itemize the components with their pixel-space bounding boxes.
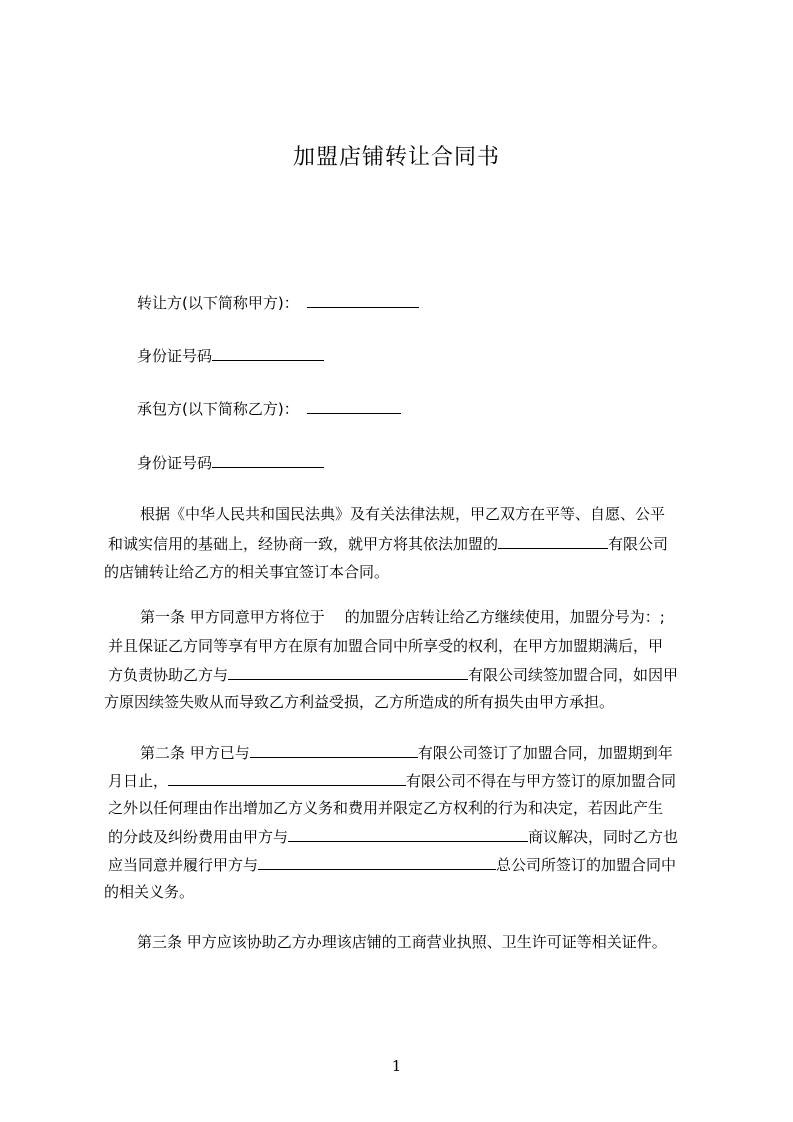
article3-line-1: 第三条 甲方应该协助乙方办理该店铺的工商营业执照、卫生许可证等相关证件。 bbox=[137, 933, 667, 951]
article2-line-4-text: 的分歧及纠纷费用由甲方与 bbox=[108, 828, 289, 846]
article2-line-4-clip bbox=[0, 826, 700, 848]
party-b-label: 承包方(以下简称乙方)： bbox=[137, 400, 299, 418]
party-b-id-row bbox=[137, 452, 324, 473]
party-a-row bbox=[137, 292, 419, 313]
party-a-id-label: 身份证号码 bbox=[137, 347, 213, 365]
article2-line-1 bbox=[140, 742, 673, 763]
article1-line-1 bbox=[140, 607, 665, 627]
article1-line-3 bbox=[108, 664, 678, 685]
franchisor-company-blank[interactable] bbox=[168, 770, 406, 786]
head-office-blank[interactable] bbox=[258, 854, 496, 870]
article1-line-2-clip bbox=[0, 636, 700, 658]
document-title: 加盟店铺转让合同书 bbox=[292, 145, 500, 170]
party-a-blank[interactable] bbox=[307, 292, 419, 308]
renewal-company-blank[interactable] bbox=[228, 664, 468, 680]
intro-line-3: 的店铺转让给乙方的相关事宜签订本合同。 bbox=[104, 563, 390, 581]
article2-line-1-clip bbox=[0, 742, 700, 764]
article2-line-2-suffix: 有限公司不得在与甲方签订的原加盟合同 bbox=[406, 772, 677, 790]
article2-line-2 bbox=[108, 770, 676, 791]
article2-line-5-suffix: 总公司所签订的加盟合同中 bbox=[496, 856, 677, 874]
article2-line-5-clip bbox=[0, 854, 700, 876]
article1-line-1-clip bbox=[0, 607, 700, 629]
dispute-party-blank[interactable] bbox=[288, 826, 528, 842]
intro-line-2 bbox=[108, 533, 668, 554]
article2-line-4 bbox=[108, 826, 678, 847]
party-b-id-label: 身份证号码 bbox=[137, 454, 213, 472]
article2-line-2-clip bbox=[0, 770, 700, 792]
article2-line-3: 之外以任何理由作出增加乙方义务和费用并限定乙方权利的行为和决定，若因此产生 bbox=[108, 799, 664, 817]
contract-company-blank[interactable] bbox=[250, 742, 418, 758]
article1-line-3-suffix: 有限公司续签加盟合同，如因甲 bbox=[468, 666, 679, 684]
intro-line-1-clip bbox=[0, 504, 700, 526]
party-b-row bbox=[137, 398, 401, 419]
party-a-label: 转让方(以下简称甲方)： bbox=[137, 294, 299, 312]
intro-line-2-suffix: 有限公司 bbox=[608, 535, 669, 553]
article2-line-2-text: 月日止， bbox=[108, 772, 169, 790]
party-a-id-blank[interactable] bbox=[212, 345, 324, 361]
article2-line-4-suffix: 商议解决，同时乙方也 bbox=[528, 828, 679, 846]
party-b-id-blank[interactable] bbox=[212, 452, 324, 468]
article1-line-3-text: 方负责协助乙方与 bbox=[108, 666, 229, 684]
intro-line-2-text: 和诚实信用的基础上，经协商一致，就甲方将其依法加盟的 bbox=[108, 535, 499, 553]
article1-line-1-suffix: 的加盟分店转让给乙方继续使用，加盟分号为：; bbox=[344, 608, 665, 626]
article2-line-6: 的相关义务。 bbox=[104, 883, 195, 901]
article1-line-1-text: 第一条 甲方同意甲方将位于 bbox=[140, 608, 325, 626]
article1-line-3-clip bbox=[0, 664, 700, 686]
article1-line-2: 并且保证乙方同等享有甲方在原有加盟合同中所享受的权利，在甲方加盟期满后，甲 bbox=[108, 637, 664, 655]
page-number: 1 bbox=[391, 1057, 402, 1075]
article2-line-1-suffix: 有限公司签订了加盟合同，加盟期到年 bbox=[417, 744, 673, 762]
intro-line-2-clip bbox=[0, 533, 700, 555]
article2-line-5-text: 应当同意并履行甲方与 bbox=[108, 856, 259, 874]
party-b-blank[interactable] bbox=[307, 398, 401, 414]
party-a-id-row bbox=[137, 345, 324, 366]
article2-line-1-text: 第二条 甲方已与 bbox=[140, 744, 250, 762]
article2-line-5 bbox=[108, 854, 676, 875]
franchise-company-blank[interactable] bbox=[498, 533, 608, 549]
article2-line-3-clip bbox=[0, 798, 700, 820]
intro-line-1: 根据《中华人民共和国民法典》及有关法律法规，甲乙双方在平等、自愿、公平 bbox=[140, 505, 666, 523]
article1-line-4: 方原因续签失败从而导致乙方利益受损，乙方所造成的所有损失由甲方承担。 bbox=[104, 693, 615, 711]
